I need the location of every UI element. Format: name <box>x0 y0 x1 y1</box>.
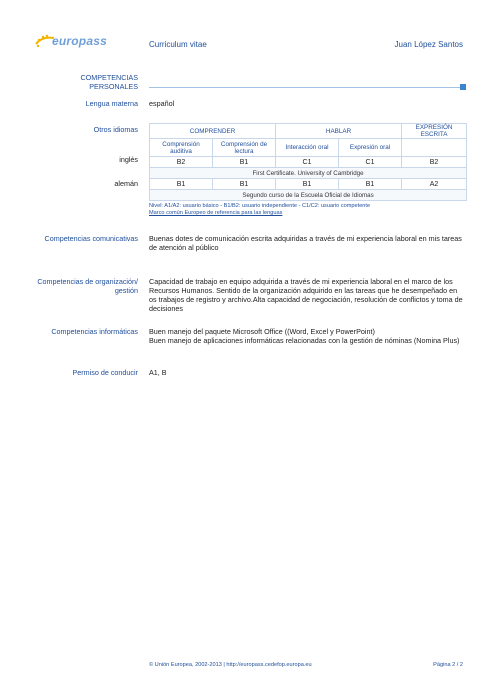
lengua-materna-label: Lengua materna <box>85 99 138 108</box>
language-name: inglés <box>119 155 138 164</box>
subheader-comprension-auditiva: Comprensión auditiva <box>150 139 213 157</box>
header-expresion-escrita: EXPRESIÓN ESCRITA <box>402 124 467 139</box>
logo-text: europass <box>52 34 107 48</box>
permiso-conducir-value: A1, B <box>149 368 167 377</box>
level-cell: B2 <box>150 157 213 168</box>
subheader-interaccion-oral: Interacción oral <box>276 139 339 157</box>
competencias-organizacion-text: Capacidad de trabajo en equipo adquirida a través de mi experiencia laboral en el marco de los Recursos Humanos. Sentido de la organización adquirido en las tareas que he desempeñado en os trabajos de registro y archivo.Alta capacidad de negociación, resolución de conflictos y toma de decisiones <box>149 277 463 313</box>
level-cell: C1 <box>339 157 402 168</box>
europass-logo <box>34 32 107 52</box>
section-rule <box>149 87 462 88</box>
footer-copyright: © Unión Europea, 2002-2013 | http://europass.cedefop.europa.eu <box>149 662 312 668</box>
language-table <box>149 123 467 201</box>
cefr-link[interactable]: Marco común Europeo de referencia para las lenguas <box>149 210 283 216</box>
level-cell: B1 <box>213 179 276 190</box>
subheader-comprension-lectura: Comprensión de lectura <box>213 139 276 157</box>
doc-title: Curriculum vitae <box>149 40 207 49</box>
level-cell: C1 <box>276 157 339 168</box>
competencias-comunicativas-text: Buenas dotes de comunicación escrita adquiridas a través de mi experiencia laboral en mis tareas de atención al público <box>149 234 462 252</box>
footer-page-number: Página 2 / 2 <box>433 662 463 668</box>
competencias-informaticas-line1: Buen manejo del paquete Microsoft Office ((Word, Excel y PowerPoint) <box>149 327 375 336</box>
otros-idiomas-label: Otros idiomas <box>93 125 138 134</box>
subheader-empty <box>402 139 467 157</box>
level-cell: B1 <box>276 179 339 190</box>
subheader-expresion-oral: Expresión oral <box>339 139 402 157</box>
lengua-materna-value: español <box>149 99 175 108</box>
level-cell: B1 <box>213 157 276 168</box>
competencias-informaticas-line2: Buen manejo de aplicaciones informáticas relacionadas con la gestión de nóminas (Nomina Plus) <box>149 336 460 345</box>
level-cell: A2 <box>402 179 467 190</box>
levels-footnote: Nivel: A1/A2: usuario básico - B1/B2: usuario independiente - C1/C2: usuario competente <box>149 203 371 209</box>
table-row <box>150 179 467 190</box>
section-square-icon <box>460 84 466 90</box>
table-row <box>150 157 467 168</box>
level-cell: B1 <box>339 179 402 190</box>
person-name: Juan López Santos <box>394 40 463 49</box>
permiso-conducir-label: Permiso de conducir <box>72 368 138 377</box>
header-comprender: COMPRENDER <box>150 124 276 139</box>
level-cell: B2 <box>402 157 467 168</box>
competencias-organizacion-label: Competencias de organización/ gestión <box>37 277 138 295</box>
competencias-comunicativas-label: Competencias comunicativas <box>44 234 138 243</box>
competencias-informaticas-label: Competencias informáticas <box>51 327 138 336</box>
language-name: alemán <box>114 179 138 188</box>
level-cell: B1 <box>150 179 213 190</box>
section-heading-competencias-personales: COMPETENCIAS PERSONALES <box>80 73 138 91</box>
certificate-cell: Segundo curso de la Escuela Oficial de Idiomas <box>150 190 467 201</box>
header-hablar: HABLAR <box>276 124 402 139</box>
certificate-cell: First Certificate. University of Cambridge <box>150 168 467 179</box>
